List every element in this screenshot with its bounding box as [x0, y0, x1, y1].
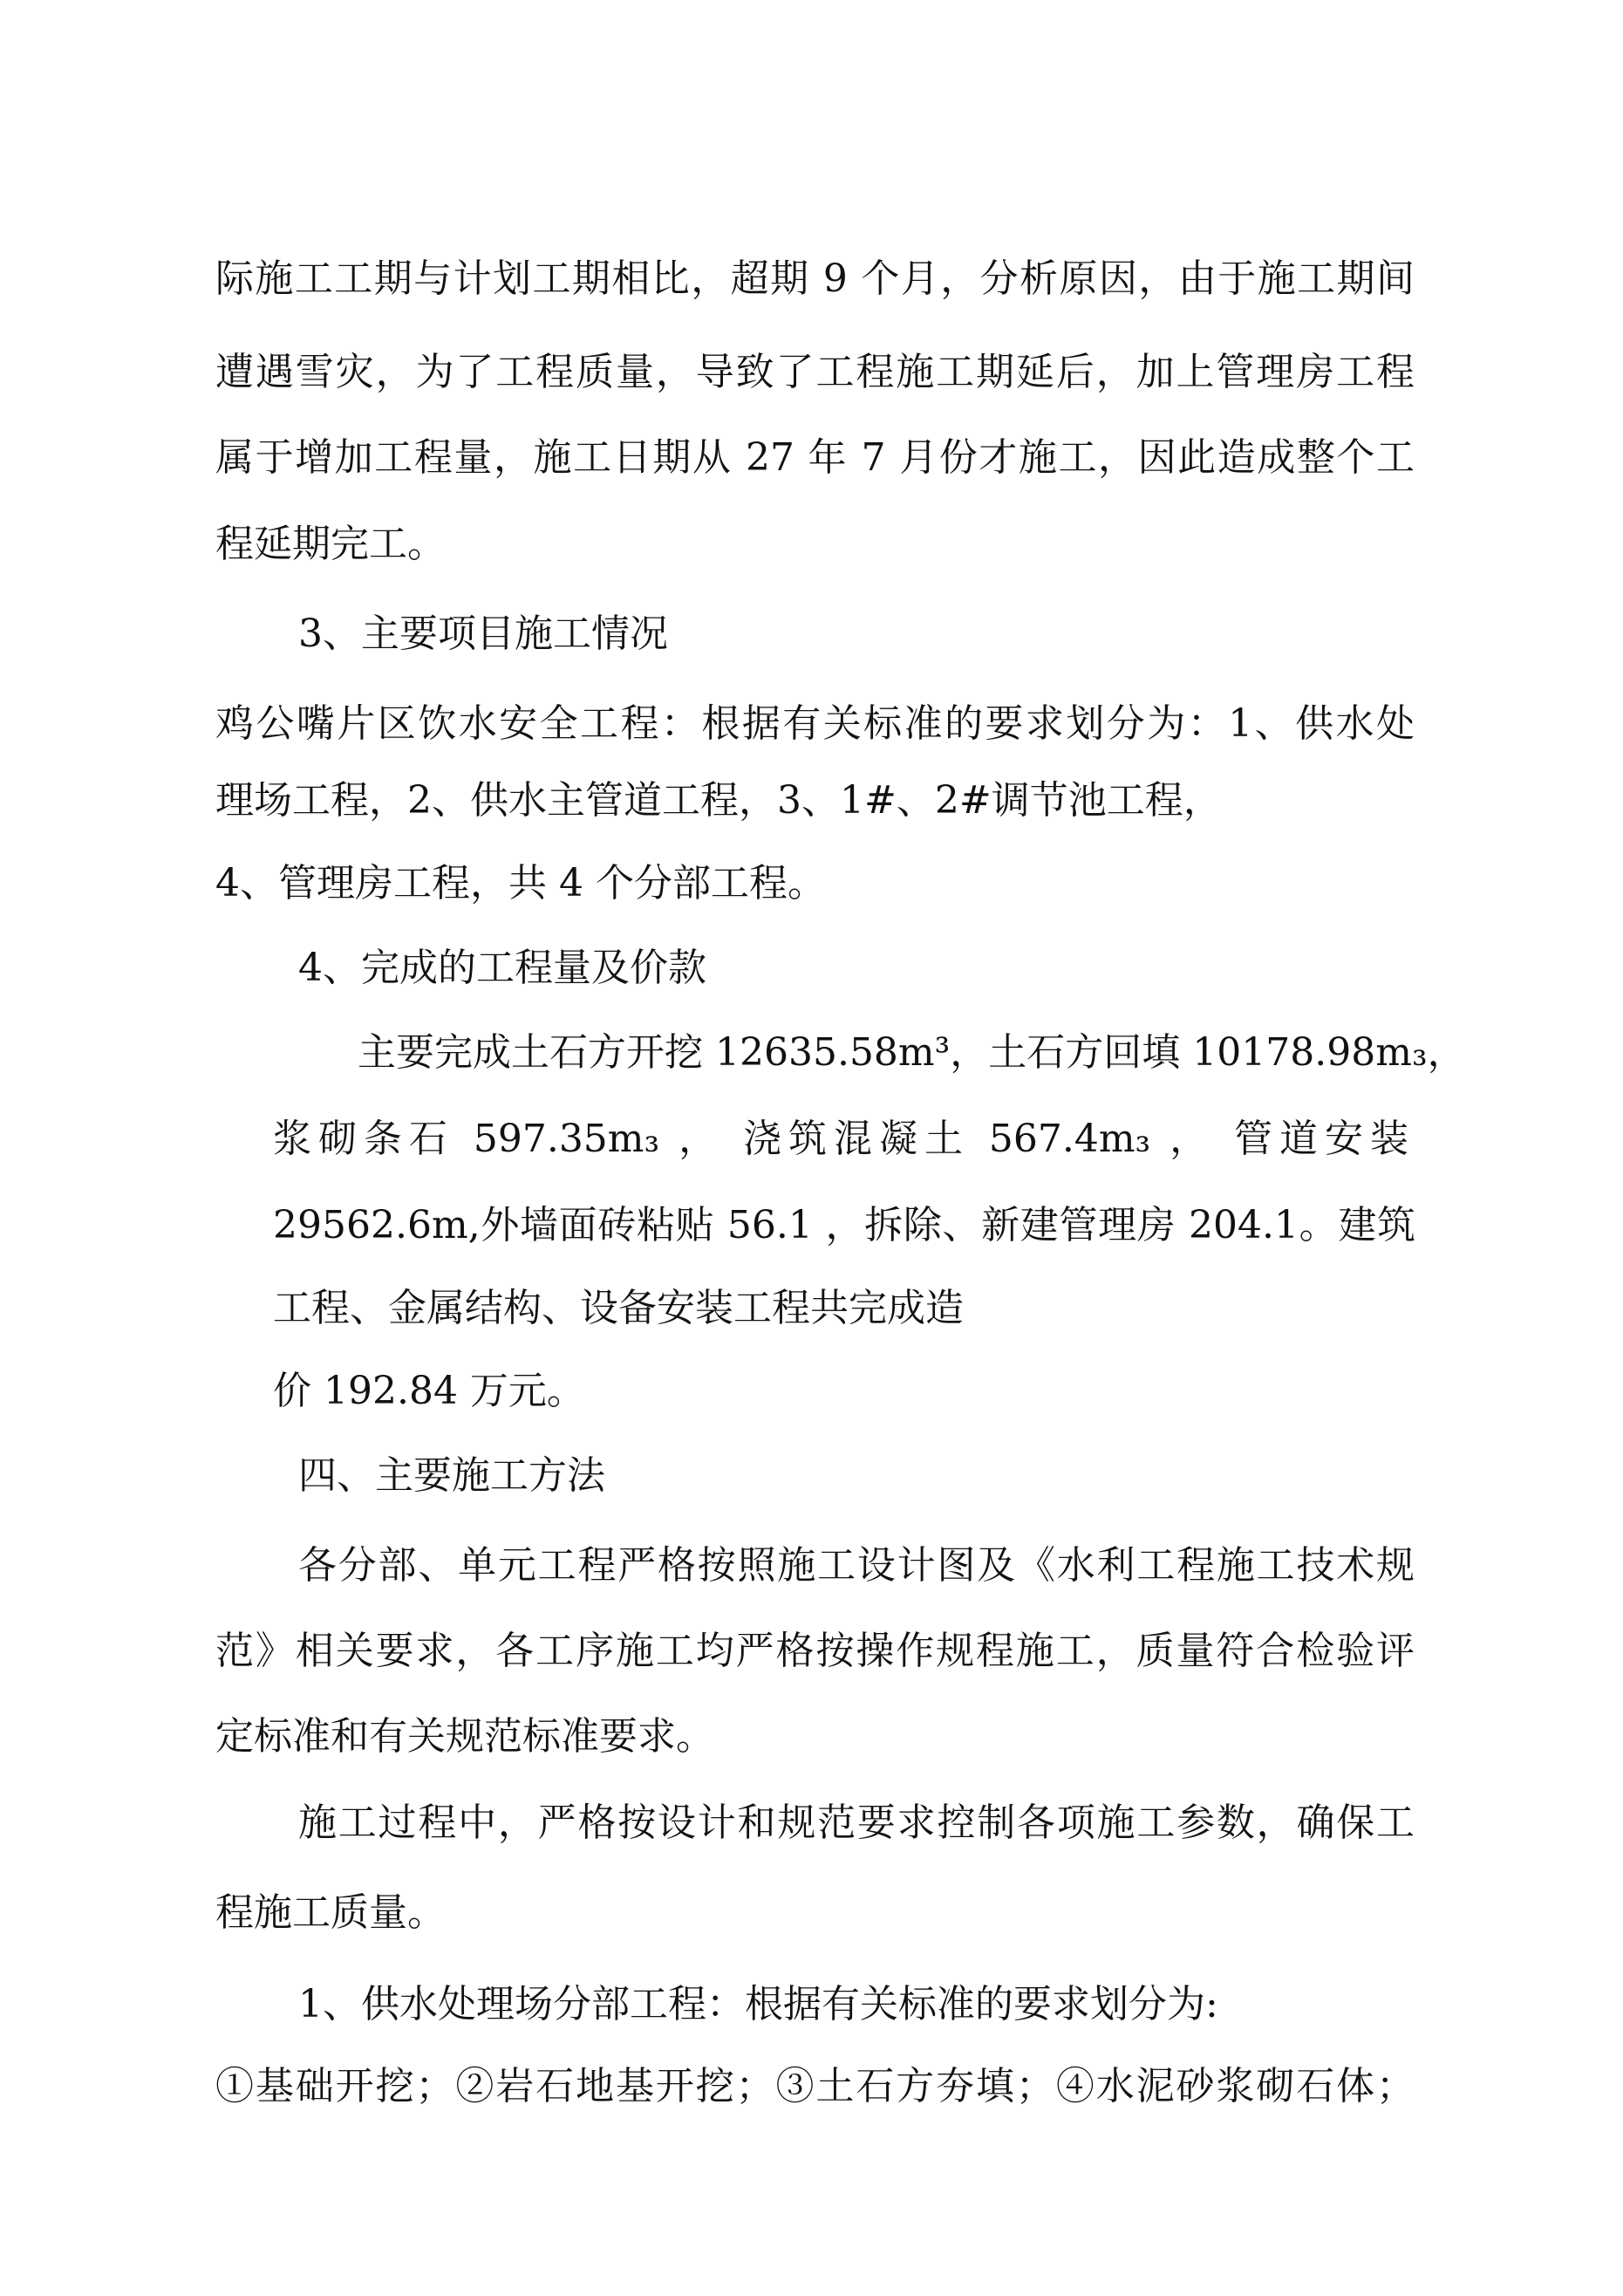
paragraph-1-line-3: 属于增加工程量，施工日期从 27 年 7 月份才施工，因此造成整个工	[215, 435, 1415, 480]
paragraph-2-line-3: 4、管理房工程，共 4 个分部工程。	[215, 861, 826, 905]
paragraph-5-line-2: 程施工质量。	[215, 1890, 446, 1935]
paragraph-3-line-4: 工程、金属结构、设备安装工程共完成造	[273, 1286, 964, 1330]
paragraph-1-line-4: 程延期完工。	[215, 522, 446, 566]
paragraph-1-line-1: 际施工工期与计划工期相比，超期 9 个月，分析原因，由于施工期间	[215, 256, 1415, 301]
paragraph-6-line-2: ①基础开挖；②岩石地基开挖；③土石方夯填；④水泥砂浆砌石体；	[215, 2064, 1415, 2108]
heading-4: 4、完成的工程量及价款	[298, 946, 706, 990]
paragraph-3-line-1: 主要完成土石方开挖 12635.58m³，土石方回填 10178.98m₃，	[358, 1030, 1466, 1075]
paragraph-1-line-2: 遭遇雪灾，为了工程质量，导致了工程施工期延后，加上管理房工程	[215, 350, 1415, 394]
paragraph-4-line-3: 定标准和有关规范标准要求。	[215, 1714, 714, 1759]
paragraph-4-line-1: 各分部、单元工程严格按照施工设计图及《水利工程施工技术规	[298, 1543, 1415, 1588]
section-4-heading: 四、主要施工方法	[298, 1453, 605, 1498]
paragraph-2-line-2: 理场工程，2、供水主管道工程，3、1#、2#调节池工程，	[215, 778, 1222, 823]
paragraph-2-line-1: 鸡公嘴片区饮水安全工程：根据有关标准的要求划分为：1、供水处	[215, 701, 1415, 746]
paragraph-3-line-2: 浆砌条石 597.35m₃ ， 浇筑混凝土 567.4m₃ ， 管道安装	[273, 1117, 1408, 1161]
paragraph-3-line-3: 29562.6m,外墙面砖粘贴 56.1 ，拆除、新建管理房 204.1。建筑	[273, 1203, 1415, 1247]
paragraph-4-line-2: 范》相关要求，各工序施工均严格按操作规程施工，质量符合检验评	[215, 1629, 1415, 1673]
paragraph-6-line-1: 1、供水处理场分部工程：根据有关标准的要求划分为:	[298, 1982, 1218, 2026]
heading-3: 3、主要项目施工情况	[298, 612, 668, 656]
paragraph-5-line-1: 施工过程中，严格按设计和规范要求控制各项施工参数，确保工	[298, 1801, 1415, 1845]
paragraph-3-line-5: 价 192.84 万元。	[273, 1369, 585, 1413]
